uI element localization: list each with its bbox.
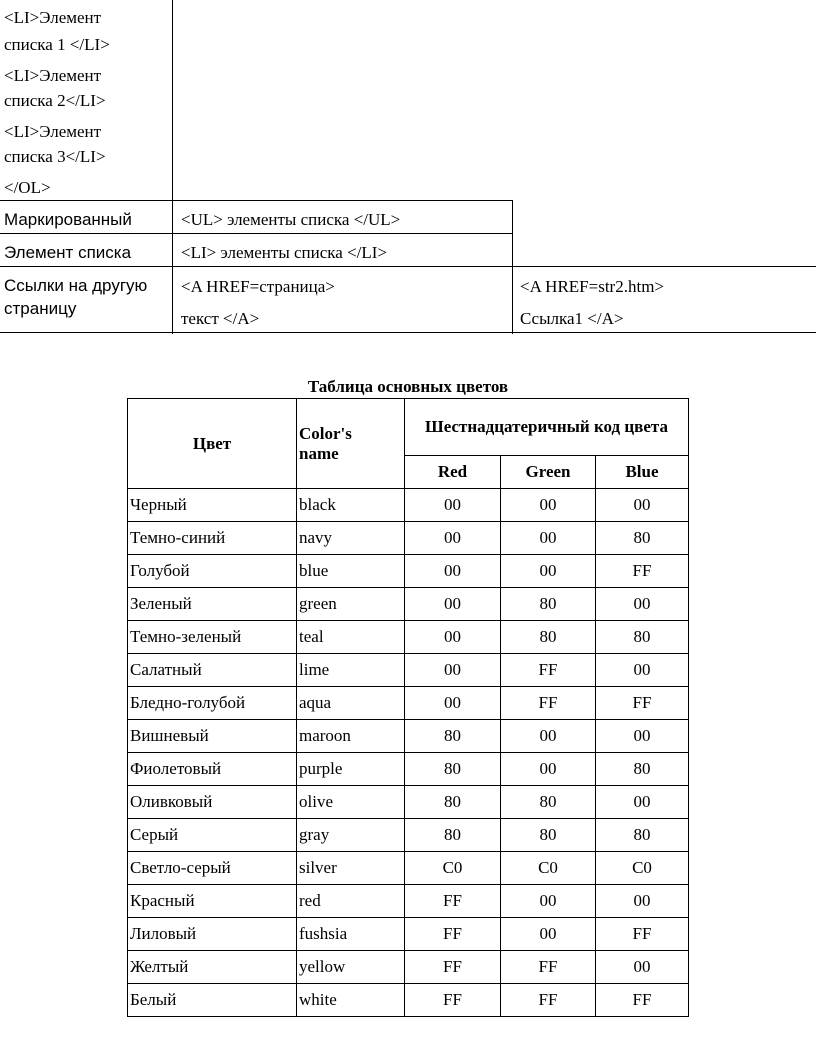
- header-color-name: Color's name: [297, 399, 405, 489]
- color-rows: [128, 489, 689, 1017]
- table-row: [128, 885, 689, 918]
- color-name-ru: Темно-синий: [128, 522, 297, 555]
- red-value: 80: [405, 786, 501, 819]
- table-row: [128, 852, 689, 885]
- color-name-ru: Зеленый: [128, 588, 297, 621]
- row-code: <A HREF=страница>: [181, 277, 335, 296]
- table-row: [128, 621, 689, 654]
- row-example: Ссылка1 </A>: [520, 309, 624, 328]
- column-divider: [172, 0, 173, 334]
- blue-value: 00: [596, 489, 689, 522]
- green-value: 00: [501, 918, 596, 951]
- color-name-en: aqua: [297, 687, 405, 720]
- color-name-ru: Вишневый: [128, 720, 297, 753]
- color-name-ru: Фиолетовый: [128, 753, 297, 786]
- color-name-ru: Лиловый: [128, 918, 297, 951]
- blue-value: C0: [596, 852, 689, 885]
- red-value: 00: [405, 687, 501, 720]
- row-divider: [0, 233, 513, 234]
- table-caption: Таблица основных цветов: [307, 377, 509, 396]
- color-name-en: teal: [297, 621, 405, 654]
- green-value: 00: [501, 753, 596, 786]
- red-value: FF: [405, 918, 501, 951]
- green-value: 00: [501, 885, 596, 918]
- blue-value: 00: [596, 588, 689, 621]
- color-name-en: maroon: [297, 720, 405, 753]
- blue-value: FF: [596, 984, 689, 1017]
- color-codes-table: [127, 398, 689, 1017]
- green-value: 00: [501, 489, 596, 522]
- row-code: текст </A>: [181, 309, 260, 328]
- code-line: </OL>: [4, 178, 51, 197]
- blue-value: 00: [596, 720, 689, 753]
- table-row: [128, 984, 689, 1017]
- row-label: Ссылки на другую: [4, 276, 148, 295]
- red-value: 00: [405, 555, 501, 588]
- red-value: 80: [405, 819, 501, 852]
- color-name-en: gray: [297, 819, 405, 852]
- color-name-ru: Серый: [128, 819, 297, 852]
- code-line: списка 2</LI>: [4, 91, 106, 110]
- blue-value: 00: [596, 654, 689, 687]
- row-example: <A HREF=str2.htm>: [520, 277, 665, 296]
- color-name-en: red: [297, 885, 405, 918]
- header-blue: Blue: [596, 456, 689, 489]
- red-value: C0: [405, 852, 501, 885]
- table-row: [128, 786, 689, 819]
- table-row: [128, 753, 689, 786]
- blue-value: 80: [596, 522, 689, 555]
- table-row: [128, 588, 689, 621]
- green-value: FF: [501, 984, 596, 1017]
- header-green: Green: [501, 456, 596, 489]
- color-name-ru: Салатный: [128, 654, 297, 687]
- color-name-en: silver: [297, 852, 405, 885]
- table-row: [128, 819, 689, 852]
- code-line: списка 3</LI>: [4, 147, 106, 166]
- color-name-en: olive: [297, 786, 405, 819]
- color-name-ru: Бледно-голубой: [128, 687, 297, 720]
- color-name-ru: Оливковый: [128, 786, 297, 819]
- color-name-ru: Темно-зеленый: [128, 621, 297, 654]
- code-line: <LI>Элемент: [4, 8, 102, 27]
- color-name-en: black: [297, 489, 405, 522]
- color-name-en: purple: [297, 753, 405, 786]
- color-name-en: fushsia: [297, 918, 405, 951]
- color-name-ru: Красный: [128, 885, 297, 918]
- row-divider: [0, 200, 513, 201]
- color-name-en: yellow: [297, 951, 405, 984]
- green-value: FF: [501, 951, 596, 984]
- green-value: 00: [501, 522, 596, 555]
- row-label: Элемент списка: [4, 243, 132, 262]
- table-row: [128, 687, 689, 720]
- color-name-ru: Голубой: [128, 555, 297, 588]
- blue-value: 00: [596, 786, 689, 819]
- green-value: FF: [501, 687, 596, 720]
- color-name-en: blue: [297, 555, 405, 588]
- red-value: 00: [405, 588, 501, 621]
- green-value: C0: [501, 852, 596, 885]
- green-value: 80: [501, 819, 596, 852]
- html-tags-table-fragment: [0, 0, 816, 334]
- green-value: 80: [501, 621, 596, 654]
- header-red: Red: [405, 456, 501, 489]
- row-code: <LI> элементы списка </LI>: [181, 243, 388, 262]
- code-line: <LI>Элемент: [4, 122, 102, 141]
- red-value: 00: [405, 654, 501, 687]
- blue-value: 80: [596, 621, 689, 654]
- blue-value: 00: [596, 951, 689, 984]
- code-line: <LI>Элемент: [4, 66, 102, 85]
- color-name-ru: Черный: [128, 489, 297, 522]
- green-value: 00: [501, 555, 596, 588]
- column-divider: [512, 200, 513, 334]
- row-code: <UL> элементы списка </UL>: [181, 210, 401, 229]
- red-value: 80: [405, 720, 501, 753]
- blue-value: FF: [596, 687, 689, 720]
- blue-value: FF: [596, 555, 689, 588]
- row-label: Маркированный: [4, 210, 132, 229]
- green-value: FF: [501, 654, 596, 687]
- red-value: 00: [405, 522, 501, 555]
- blue-value: 00: [596, 885, 689, 918]
- green-value: 00: [501, 720, 596, 753]
- code-line: списка 1 </LI>: [4, 35, 110, 54]
- row-divider: [0, 332, 816, 333]
- red-value: 00: [405, 489, 501, 522]
- color-name-en: white: [297, 984, 405, 1017]
- row-divider: [0, 266, 816, 267]
- red-value: 80: [405, 753, 501, 786]
- table-row: [128, 951, 689, 984]
- blue-value: 80: [596, 753, 689, 786]
- red-value: FF: [405, 951, 501, 984]
- color-name-ru: Светло-серый: [128, 852, 297, 885]
- table-row: [128, 489, 689, 522]
- color-name-en: navy: [297, 522, 405, 555]
- color-name-en: lime: [297, 654, 405, 687]
- row-label: страницу: [4, 299, 77, 318]
- header-hex-code: Шестнадцатеричный код цвета: [405, 399, 689, 456]
- blue-value: FF: [596, 918, 689, 951]
- green-value: 80: [501, 588, 596, 621]
- color-name-ru: Желтый: [128, 951, 297, 984]
- red-value: 00: [405, 621, 501, 654]
- green-value: 80: [501, 786, 596, 819]
- table-row: [128, 654, 689, 687]
- red-value: FF: [405, 885, 501, 918]
- table-row: [128, 522, 689, 555]
- table-row: [128, 555, 689, 588]
- header-color: Цвет: [128, 399, 297, 489]
- table-row: [128, 720, 689, 753]
- red-value: FF: [405, 984, 501, 1017]
- blue-value: 80: [596, 819, 689, 852]
- color-name-ru: Белый: [128, 984, 297, 1017]
- table-row: [128, 918, 689, 951]
- color-name-en: green: [297, 588, 405, 621]
